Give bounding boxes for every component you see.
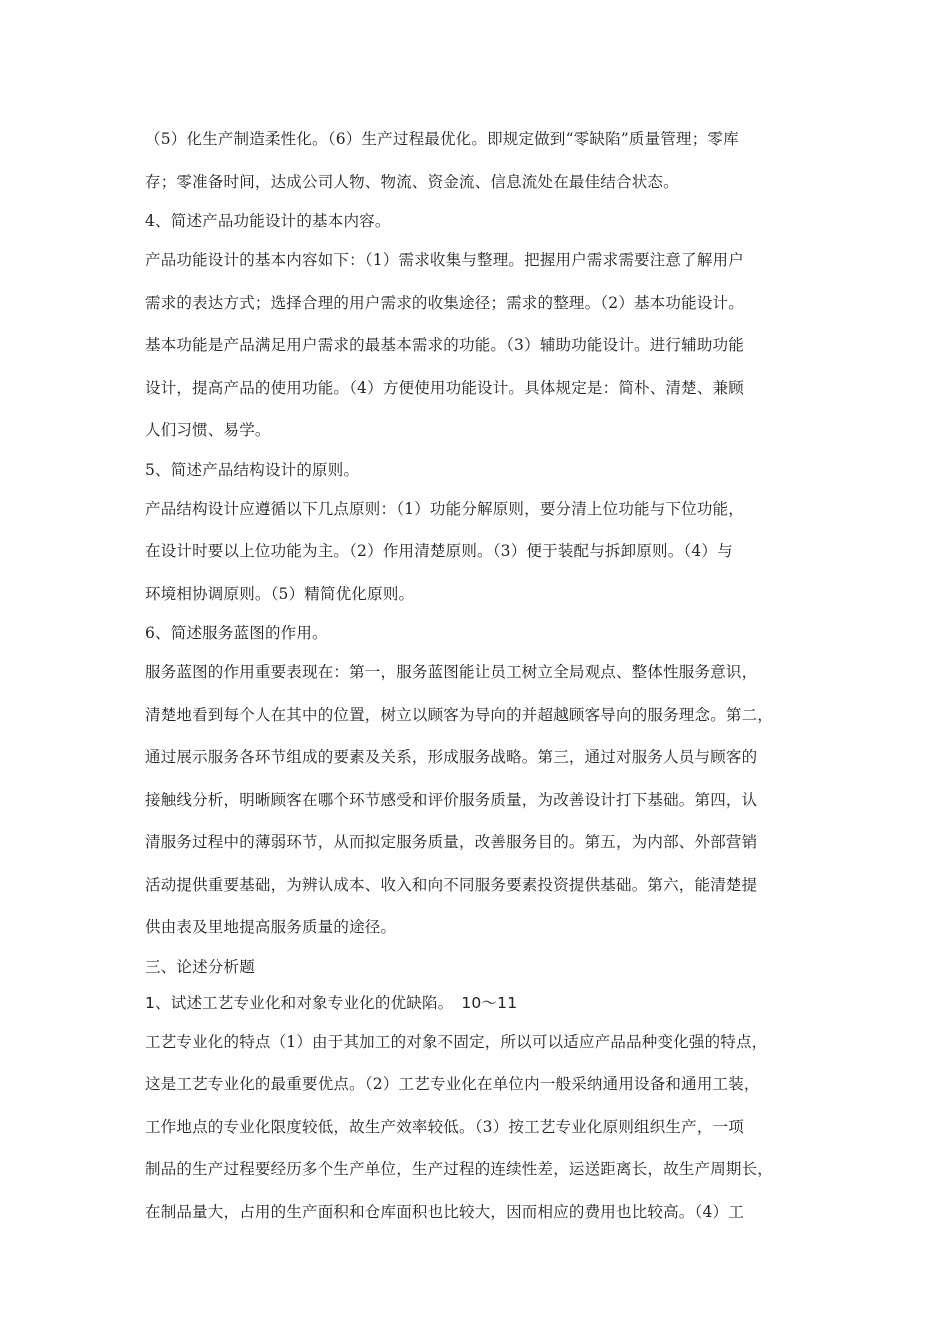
body-text-line: 产品结构设计应遵循以下几点原则：（1）功能分解原则，要分清上位功能与下位功能， — [145, 499, 744, 518]
body-text-line: 接触线分析，明晰顾客在哪个环节感受和评价服务质量，为改善设计打下基础。第四，认 — [145, 790, 758, 809]
section-heading: 三、论述分析题 — [145, 957, 255, 976]
body-text-line: 工艺专业化的特点（1）由于其加工的对象不固定，所以可以适应产品品种变化强的特点， — [145, 1032, 768, 1051]
body-text-line: 通过展示服务各环节组成的要素及关系，形成服务战略。第三，通过对服务人员与顾客的 — [145, 748, 758, 766]
body-text-line: 产品功能设计的基本内容如下：（1）需求收集与整理。把握用户需求需要注意了解用户 — [145, 251, 744, 269]
body-text-line: 清楚地看到每个人在其中的位置，树立以顾客为导向的并超越顾客导向的服务理念。第二， — [145, 705, 774, 724]
body-text-line: （5）化生产制造柔性化。（6）生产过程最优化。即规定做到“零缺陷”质量管理；零库 — [145, 130, 739, 148]
body-text-line: 需求的表达方式；选择合理的用户需求的收集途径；需求的整理。（2）基本功能设计。 — [145, 293, 744, 312]
body-text-line: 工作地点的专业化限度较低，故生产效率较低。（3）按工艺专业化原则组织生产，一项 — [145, 1117, 744, 1136]
question-heading: 4、简述产品功能设计的基本内容。 — [145, 212, 391, 230]
body-text-line: 基本功能是产品满足用户需求的最基本需求的功能。（3）辅助功能设计。进行辅助功能 — [145, 336, 744, 354]
question-heading: 6、简述服务蓝图的作用。 — [145, 624, 328, 642]
body-text-line: 在设计时要以上位功能为主。（2）作用清楚原则。（3）便于装配与拆卸原则。（4）与 — [145, 542, 733, 560]
body-text-line: 服务蓝图的作用重要表现在：第一，服务蓝图能让员工树立全局观点、整体性服务意识， — [145, 663, 758, 681]
body-text-line: 设计，提高产品的使用功能。（4）方便使用功能设计。具体规定是：简朴、清楚、兼顾 — [145, 378, 744, 397]
body-text-line: 制品的生产过程要经历多个生产单位，生产过程的连续性差，运送距离长，故生产周期长， — [145, 1160, 774, 1178]
body-text-line: 人们习惯、易学。 — [145, 421, 271, 439]
question-heading: 1、试述工艺专业化和对象专业化的优缺陷。 10～11 — [145, 993, 518, 1012]
body-text-line: 供由表及里地提高服务质量的途径。 — [145, 918, 397, 936]
body-text-line: 活动提供重要基础，为辨认成本、收入和向不同服务要素投资提供基础。第六，能清楚提 — [145, 875, 758, 894]
question-heading: 5、简述产品结构设计的原则。 — [145, 460, 360, 479]
body-text-line: 清服务过程中的薄弱环节，从而拟定服务质量，改善服务目的。第五，为内部、外部营销 — [145, 833, 758, 851]
body-text-line: 在制品量大，占用的生产面积和仓库面积也比较大，因而相应的费用也比较高。（4）工 — [145, 1202, 744, 1221]
body-text-line: 这是工艺专业化的最重要优点。（2）工艺专业化在单位内一般采纳通用设备和通用工装， — [145, 1075, 760, 1093]
document-page — [145, 118, 810, 1233]
body-text-line: 环境相协调原则。（5）精简优化原则。 — [145, 584, 415, 603]
body-text-line: 存；零准备时间，达成公司人物、物流、资金流、信息流处在最佳结合状态。 — [145, 172, 679, 191]
